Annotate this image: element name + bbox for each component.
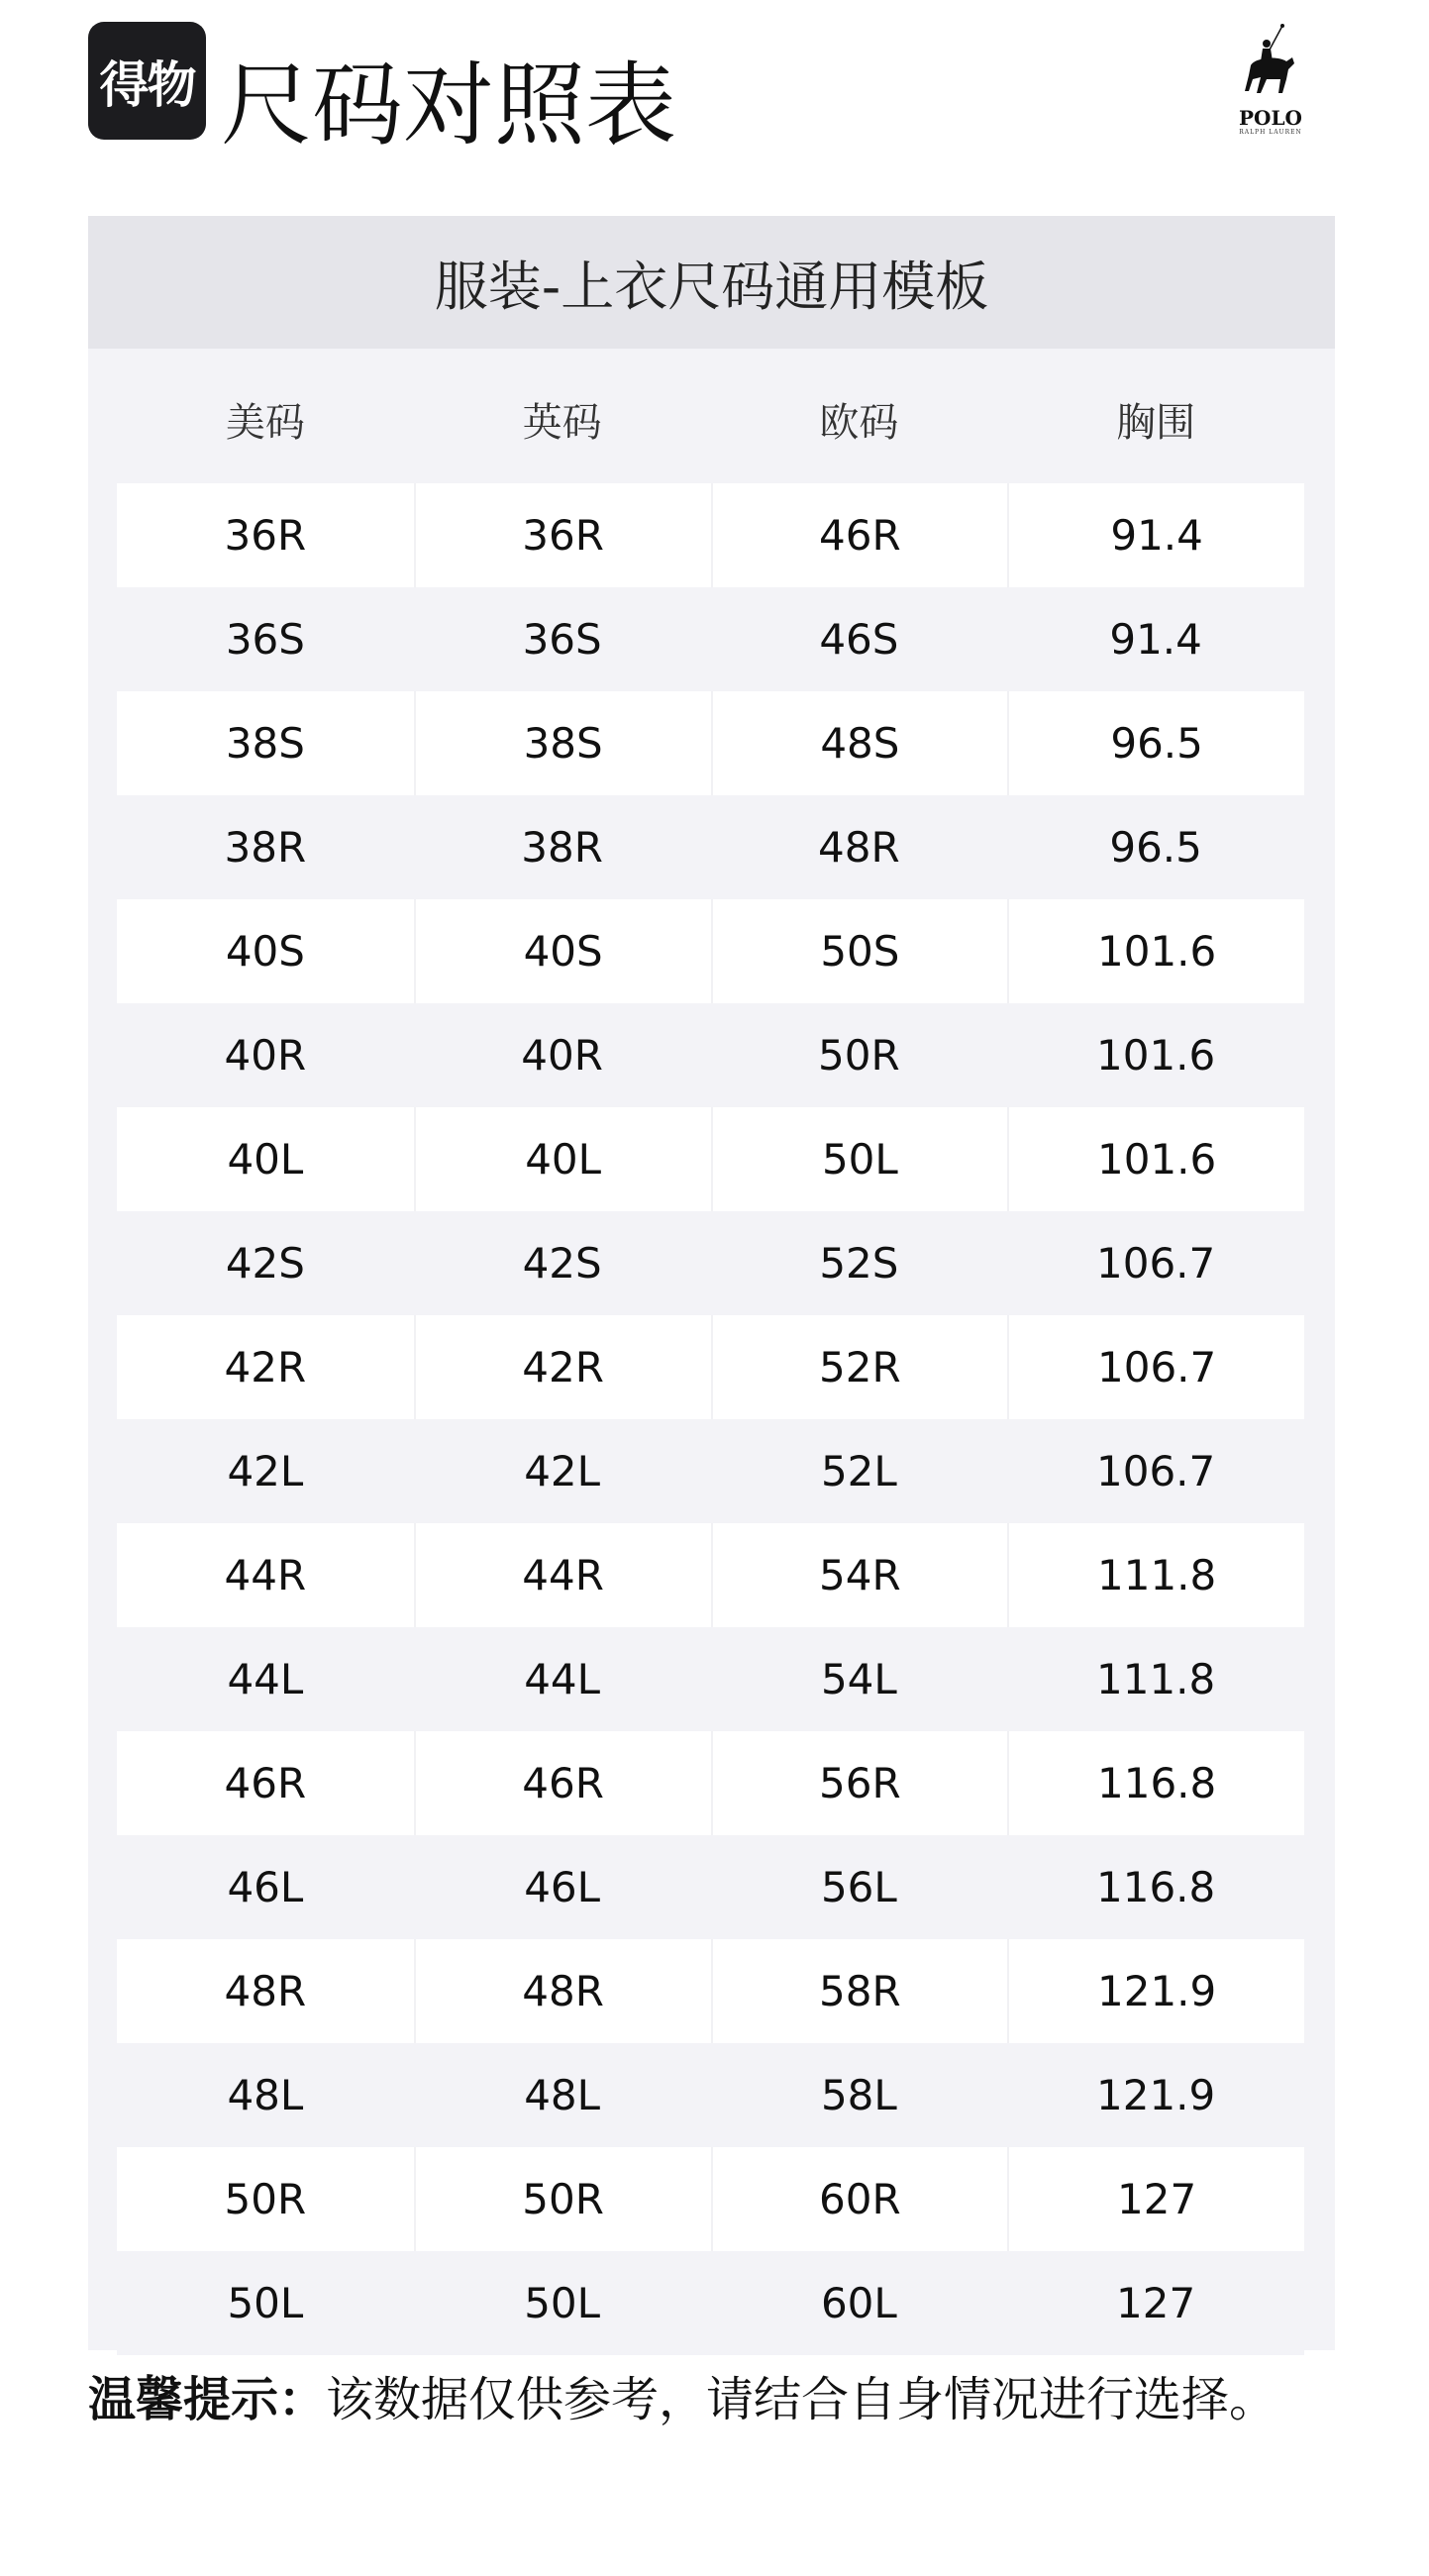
cell-uk-size: 42R bbox=[414, 1315, 711, 1419]
cell-eu-size: 48R bbox=[818, 823, 900, 872]
cell-uk-size: 40S bbox=[414, 899, 711, 1003]
cell-eu-size: 56L bbox=[820, 1863, 897, 1911]
cell-us-size: 42R bbox=[224, 1343, 307, 1391]
cell-chest: 121.9 bbox=[1007, 1939, 1304, 2043]
cell-us-size: 40R bbox=[224, 1031, 307, 1080]
cell-uk-size: 42S bbox=[522, 1239, 602, 1288]
cell-uk-size: 48R bbox=[414, 1939, 711, 2043]
cell-eu-size: 54L bbox=[820, 1655, 897, 1703]
table-row bbox=[117, 1315, 1304, 1419]
cell-uk-size: 40R bbox=[521, 1031, 603, 1080]
cell-chest: 106.7 bbox=[1007, 1315, 1304, 1419]
cell-eu-size: 56R bbox=[711, 1731, 1008, 1835]
cell-eu-size: 52S bbox=[819, 1239, 899, 1288]
size-chart-card bbox=[88, 216, 1335, 2350]
table-row bbox=[117, 691, 1304, 795]
cell-chest: 106.7 bbox=[1096, 1239, 1216, 1288]
cell-eu-size: 46R bbox=[711, 483, 1008, 587]
column-header-eu: 欧码 bbox=[819, 399, 899, 446]
cell-us-size: 42L bbox=[227, 1447, 304, 1495]
table-row bbox=[117, 795, 1304, 899]
cell-chest: 101.6 bbox=[1007, 899, 1304, 1003]
cell-uk-size: 36R bbox=[414, 483, 711, 587]
cell-us-size: 50L bbox=[227, 2279, 304, 2327]
cell-chest: 106.7 bbox=[1096, 1447, 1216, 1495]
table-row bbox=[117, 483, 1304, 587]
cell-us-size: 36R bbox=[224, 511, 307, 560]
cell-eu-size: 54R bbox=[711, 1523, 1008, 1627]
table-row bbox=[117, 1731, 1304, 1835]
cell-us-size: 36S bbox=[225, 615, 305, 664]
size-rows bbox=[117, 483, 1304, 2355]
cell-chest: 96.5 bbox=[1109, 823, 1202, 872]
column-header-chest: 胸围 bbox=[1116, 399, 1196, 446]
cell-eu-size: 60L bbox=[820, 2279, 897, 2327]
cell-us-size: 46L bbox=[227, 1863, 304, 1911]
table-row bbox=[117, 587, 1304, 691]
cell-us-size: 44L bbox=[227, 1655, 304, 1703]
cell-us-size: 44R bbox=[224, 1551, 307, 1599]
table-row bbox=[117, 1211, 1304, 1315]
tip-note bbox=[88, 2365, 1276, 2434]
cell-uk-size: 42L bbox=[524, 1447, 601, 1495]
cell-eu-size: 60R bbox=[711, 2147, 1008, 2251]
cell-uk-size: 50R bbox=[414, 2147, 711, 2251]
cell-chest: 121.9 bbox=[1096, 2071, 1216, 2119]
page-header bbox=[88, 22, 1336, 170]
cell-us-size: 38R bbox=[224, 823, 307, 872]
cell-us-size: 40L bbox=[227, 1135, 304, 1184]
cell-uk-size: 36S bbox=[522, 615, 602, 664]
cell-chest: 111.8 bbox=[1007, 1523, 1304, 1627]
table-row bbox=[117, 2147, 1304, 2251]
cell-uk-size: 46R bbox=[414, 1731, 711, 1835]
dewu-app-logo: 得物 bbox=[88, 22, 206, 140]
cell-eu-size: 58R bbox=[711, 1939, 1008, 2043]
size-chart-title: 服装-上衣尺码通用模板 bbox=[88, 216, 1335, 349]
cell-us-size: 46R bbox=[224, 1759, 307, 1807]
cell-chest: 116.8 bbox=[1007, 1731, 1304, 1835]
column-headers bbox=[117, 364, 1304, 473]
cell-chest: 101.6 bbox=[1096, 1031, 1216, 1080]
cell-us-size: 42S bbox=[225, 1239, 305, 1288]
cell-uk-size: 38S bbox=[414, 691, 711, 795]
table-row bbox=[117, 2251, 1304, 2355]
cell-us-size: 50R bbox=[224, 2175, 307, 2223]
table-row bbox=[117, 2043, 1304, 2147]
cell-chest: 127 bbox=[1007, 2147, 1304, 2251]
cell-uk-size: 44R bbox=[414, 1523, 711, 1627]
brand-logo bbox=[1196, 22, 1345, 151]
cell-eu-size: 52R bbox=[711, 1315, 1008, 1419]
cell-uk-size: 44L bbox=[524, 1655, 601, 1703]
cell-eu-size: 48S bbox=[711, 691, 1008, 795]
cell-eu-size: 50S bbox=[711, 899, 1008, 1003]
cell-uk-size: 38R bbox=[521, 823, 603, 872]
column-header-us: 美码 bbox=[225, 399, 305, 446]
cell-eu-size: 52L bbox=[820, 1447, 897, 1495]
cell-chest: 101.6 bbox=[1007, 1107, 1304, 1211]
cell-us-size: 38S bbox=[225, 719, 305, 768]
page-title: 尺码对照表 bbox=[221, 52, 677, 158]
table-row bbox=[117, 1627, 1304, 1731]
cell-uk-size: 40L bbox=[414, 1107, 711, 1211]
cell-us-size: 40S bbox=[225, 927, 305, 976]
table-row bbox=[117, 1419, 1304, 1523]
polo-player-icon bbox=[1243, 22, 1298, 105]
table-row bbox=[117, 1107, 1304, 1211]
cell-uk-size: 46L bbox=[524, 1863, 601, 1911]
cell-uk-size: 48L bbox=[524, 2071, 601, 2119]
cell-chest: 91.4 bbox=[1007, 483, 1304, 587]
cell-eu-size: 46S bbox=[819, 615, 899, 664]
cell-chest: 127 bbox=[1116, 2279, 1196, 2327]
table-row bbox=[117, 1835, 1304, 1939]
table-row bbox=[117, 1523, 1304, 1627]
column-header-uk: 英码 bbox=[522, 399, 602, 446]
tip-label: 温馨提示： bbox=[88, 2372, 327, 2427]
brand-subtitle: RALPH LAUREN bbox=[1239, 129, 1302, 136]
cell-uk-size: 50L bbox=[524, 2279, 601, 2327]
cell-chest: 96.5 bbox=[1007, 691, 1304, 795]
table-row bbox=[117, 899, 1304, 1003]
cell-eu-size: 50R bbox=[818, 1031, 900, 1080]
cell-chest: 111.8 bbox=[1096, 1655, 1216, 1703]
tip-text: 该数据仅供参考，请结合自身情况进行选择。 bbox=[326, 2372, 1277, 2427]
cell-chest: 91.4 bbox=[1109, 615, 1202, 664]
cell-us-size: 48L bbox=[227, 2071, 304, 2119]
table-row bbox=[117, 1003, 1304, 1107]
cell-chest: 116.8 bbox=[1096, 1863, 1216, 1911]
cell-eu-size: 50L bbox=[711, 1107, 1008, 1211]
cell-eu-size: 58L bbox=[820, 2071, 897, 2119]
cell-us-size: 48R bbox=[224, 1967, 307, 2015]
brand-word: POLO bbox=[1239, 106, 1302, 130]
table-row bbox=[117, 1939, 1304, 2043]
